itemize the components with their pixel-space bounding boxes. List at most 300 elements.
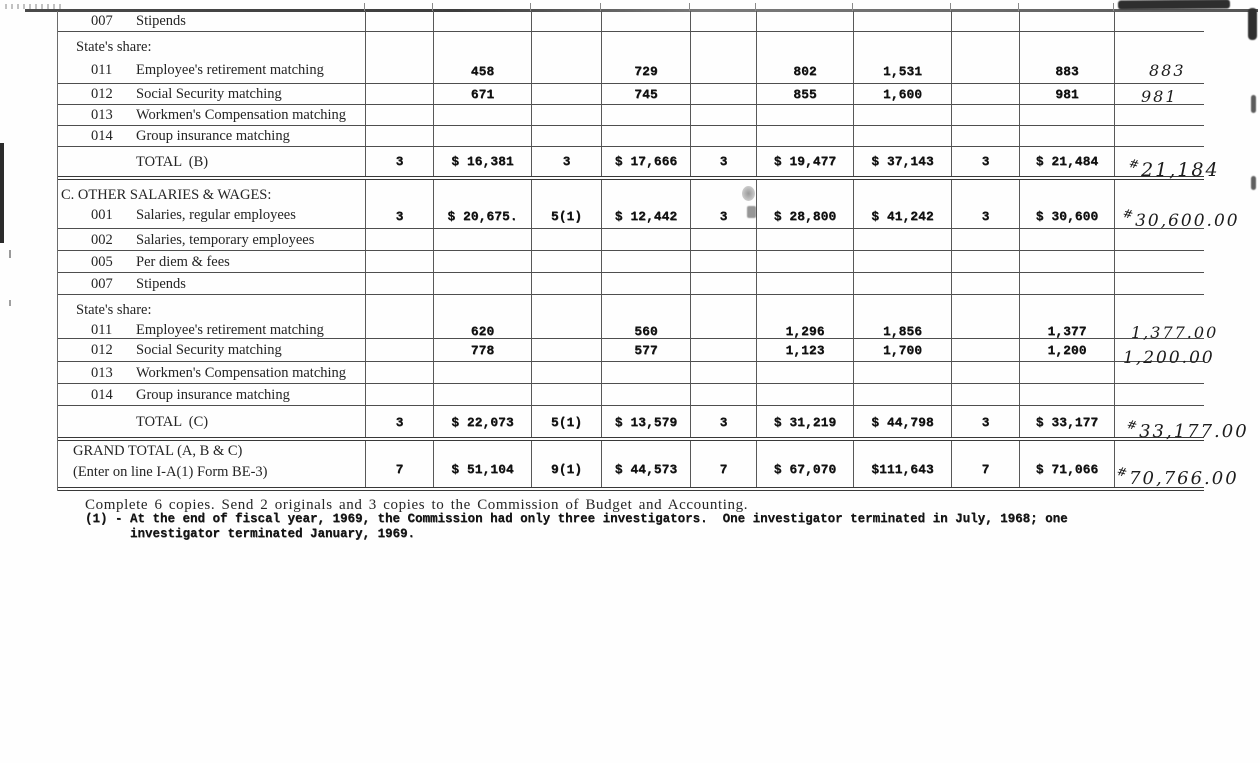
typed-value: 1,200 bbox=[1047, 342, 1087, 358]
label-text: Workmen's Compensation matching bbox=[136, 107, 347, 123]
scan-artifact-right-edge-mark-1 bbox=[1251, 95, 1256, 113]
cell-amount-fy1 bbox=[433, 406, 531, 437]
cell-handwritten bbox=[1114, 229, 1204, 250]
cell-total bbox=[853, 84, 951, 104]
cell-amount-fy2 bbox=[601, 11, 690, 31]
cell-amount-fy3 bbox=[756, 406, 853, 437]
cell-amount-fy4 bbox=[1019, 11, 1114, 31]
cell-amount-fy1 bbox=[433, 229, 531, 250]
typed-value: 1,856 bbox=[882, 324, 922, 339]
typed-value: $ 31,219 bbox=[773, 415, 837, 430]
label-text: 007 bbox=[91, 13, 113, 29]
copies-instruction-line: Complete 6 copies. Send 2 originals and 3 copies to the Commission of Budget and Accounting. bbox=[85, 497, 749, 513]
cell-amount-fy2 bbox=[601, 84, 690, 104]
cell-positions-fy1 bbox=[365, 273, 433, 294]
cell-amount-fy3 bbox=[756, 295, 853, 343]
cell-handwritten bbox=[1114, 147, 1220, 181]
cell-positions-fy2 bbox=[531, 32, 601, 83]
scan-artifact-right-edge-blob bbox=[1248, 8, 1257, 40]
typed-value: 883 bbox=[1055, 64, 1079, 79]
footnote-line-2: investigator terminated January, 1969. bbox=[85, 526, 416, 541]
table-row bbox=[58, 84, 1204, 105]
typed-value: $ 30,600 bbox=[1035, 209, 1099, 224]
cell-positions-fy4 bbox=[951, 441, 1019, 487]
column-tick bbox=[432, 3, 433, 11]
cell-positions-fy2 bbox=[531, 84, 601, 104]
cell-amount-fy2 bbox=[601, 105, 690, 125]
cell-positions-fy1 bbox=[365, 406, 433, 437]
cell-amount-fy2 bbox=[601, 180, 690, 228]
cell-positions-fy2 bbox=[531, 441, 601, 487]
typed-value: $ 21,484 bbox=[1035, 154, 1099, 169]
cell-positions-fy4 bbox=[951, 339, 1019, 361]
table-row bbox=[58, 406, 1249, 442]
scan-speckle-2 bbox=[9, 300, 11, 306]
cell-amount-fy3 bbox=[756, 362, 853, 383]
typed-value: 3 bbox=[719, 209, 728, 224]
cell-positions-fy1 bbox=[365, 362, 433, 383]
cell-total bbox=[853, 295, 951, 343]
cell-description bbox=[58, 339, 365, 361]
cell-positions-fy4 bbox=[951, 295, 1019, 343]
typed-value: $ 13,579 bbox=[614, 415, 678, 430]
label-text: 014 bbox=[91, 386, 113, 403]
typed-value: $ 19,477 bbox=[773, 154, 837, 169]
cell-handwritten bbox=[1114, 295, 1219, 343]
typed-value: 5 bbox=[550, 209, 559, 224]
table-row bbox=[58, 273, 1204, 295]
handwritten-amount: 1,377.00 bbox=[1131, 323, 1219, 342]
typed-value: 1,296 bbox=[785, 324, 825, 339]
cell-positions-fy3 bbox=[690, 251, 756, 272]
cell-positions-fy2 bbox=[531, 406, 601, 437]
scan-artifact-top-right-smudge bbox=[1118, 0, 1230, 9]
cell-amount-fy4 bbox=[1019, 273, 1114, 294]
cell-handwritten bbox=[1114, 441, 1239, 489]
cell-amount-fy1 bbox=[433, 339, 531, 361]
cell-positions-fy3 bbox=[690, 11, 756, 31]
table-row bbox=[58, 229, 1204, 251]
typed-value: 1,531 bbox=[882, 64, 922, 79]
label-text: 005 bbox=[91, 253, 113, 270]
cell-positions-fy2 bbox=[531, 105, 601, 125]
cell-total bbox=[853, 339, 951, 361]
label-text: Employee's retirement matching bbox=[136, 322, 324, 338]
label-text: 001 bbox=[91, 207, 113, 223]
typed-value: $ 12,442 bbox=[614, 209, 678, 224]
handwritten-entry bbox=[1121, 205, 1240, 231]
cell-total bbox=[853, 384, 951, 405]
handwritten-amount: 883 bbox=[1149, 61, 1186, 80]
handwritten-entry bbox=[1149, 61, 1186, 80]
cell-amount-fy2 bbox=[601, 295, 690, 343]
handwritten-hash-mark: # bbox=[1115, 463, 1129, 481]
typed-value: 3 bbox=[981, 415, 990, 430]
cell-positions-fy4 bbox=[951, 126, 1019, 146]
label-text: Stipends bbox=[136, 13, 186, 29]
handwritten-entry bbox=[1141, 87, 1178, 106]
label-text: 012 bbox=[91, 86, 113, 102]
scan-artifact-left-edge-bar bbox=[0, 143, 4, 243]
cell-positions-fy3 bbox=[690, 273, 756, 294]
label-text: 007 bbox=[91, 275, 113, 292]
table-row bbox=[58, 251, 1204, 273]
cell-description bbox=[58, 362, 365, 383]
table-row bbox=[58, 384, 1204, 406]
table-row bbox=[58, 147, 1220, 181]
column-tick bbox=[950, 3, 951, 11]
table-row bbox=[58, 339, 1215, 368]
label-text: Social Security matching bbox=[136, 86, 282, 102]
typed-value: 7 bbox=[981, 462, 990, 477]
cell-amount-fy4 bbox=[1019, 180, 1114, 228]
cell-positions-fy2 bbox=[531, 126, 601, 146]
cell-positions-fy3 bbox=[690, 362, 756, 383]
typed-value: 3 bbox=[981, 209, 990, 224]
label-text: C. OTHER SALARIES & WAGES: bbox=[61, 187, 272, 203]
typed-value: 1,123 bbox=[785, 342, 825, 358]
label-text: Employee's retirement matching bbox=[136, 62, 324, 78]
cell-amount-fy4 bbox=[1019, 126, 1114, 146]
cell-amount-fy4 bbox=[1019, 251, 1114, 272]
typed-value: $ 37,143 bbox=[871, 154, 934, 169]
typed-value: 7 bbox=[395, 462, 404, 477]
cell-amount-fy1 bbox=[433, 32, 531, 83]
cell-description bbox=[58, 147, 365, 176]
label-text: Group insurance matching bbox=[136, 386, 290, 403]
cell-positions-fy3 bbox=[690, 339, 756, 361]
label-text: 013 bbox=[91, 364, 113, 381]
cell-positions-fy1 bbox=[365, 384, 433, 405]
typed-value: $ 44,798 bbox=[871, 415, 934, 430]
cell-positions-fy1 bbox=[365, 180, 433, 228]
typed-value: $ 16,381 bbox=[451, 154, 514, 169]
column-tick bbox=[852, 3, 853, 11]
typed-value: 745 bbox=[634, 86, 658, 102]
typed-value: $ 33,177 bbox=[1035, 415, 1099, 430]
table-row bbox=[58, 362, 1204, 384]
cell-positions-fy1 bbox=[365, 339, 433, 361]
cell-amount-fy2 bbox=[601, 406, 690, 437]
cell-amount-fy1 bbox=[433, 11, 531, 31]
cell-description bbox=[58, 441, 365, 487]
cell-amount-fy3 bbox=[756, 273, 853, 294]
handwritten-hash-mark: # bbox=[1127, 155, 1141, 173]
cell-amount-fy3 bbox=[756, 126, 853, 146]
cell-positions-fy3 bbox=[690, 384, 756, 405]
label-text: 002 bbox=[91, 231, 113, 248]
typed-value: 3 bbox=[562, 154, 571, 169]
typed-value: 802 bbox=[793, 64, 817, 79]
table-row bbox=[58, 32, 1204, 84]
table-row bbox=[58, 441, 1239, 491]
handwritten-amount: 21,184 bbox=[1141, 159, 1220, 181]
cell-description bbox=[58, 273, 365, 294]
label-text: 013 bbox=[91, 107, 113, 123]
cell-amount-fy4 bbox=[1019, 147, 1114, 176]
column-tick bbox=[689, 3, 690, 11]
label-text: (Enter on line I-A(1) Form BE-3) bbox=[73, 464, 268, 480]
cell-positions-fy4 bbox=[951, 406, 1019, 437]
handwritten-hash-mark: # bbox=[1125, 416, 1139, 434]
typed-value: $ 22,073 bbox=[451, 415, 514, 430]
cell-positions-fy4 bbox=[951, 11, 1019, 31]
handwritten-amount: 1,200.00 bbox=[1123, 348, 1215, 368]
typed-value: 3 bbox=[395, 415, 404, 430]
cell-positions-fy3 bbox=[690, 105, 756, 125]
cell-handwritten bbox=[1114, 32, 1204, 83]
cell-total bbox=[853, 362, 951, 383]
cell-positions-fy4 bbox=[951, 384, 1019, 405]
cell-positions-fy4 bbox=[951, 229, 1019, 250]
cell-handwritten bbox=[1114, 105, 1204, 125]
cell-description bbox=[58, 229, 365, 250]
cell-positions-fy4 bbox=[951, 32, 1019, 83]
cell-amount-fy4 bbox=[1019, 32, 1114, 83]
cell-amount-fy4 bbox=[1019, 384, 1114, 405]
cell-positions-fy3 bbox=[690, 180, 756, 228]
column-tick bbox=[1113, 3, 1114, 11]
cell-amount-fy3 bbox=[756, 441, 853, 487]
handwritten-entry bbox=[1131, 323, 1218, 342]
typed-value: 9 bbox=[550, 462, 559, 477]
typed-value: 671 bbox=[470, 86, 495, 102]
cell-total bbox=[853, 105, 951, 125]
cell-amount-fy1 bbox=[433, 105, 531, 125]
cell-positions-fy1 bbox=[365, 441, 433, 487]
handwritten-entry bbox=[1123, 348, 1215, 368]
footnote-ref-superscript: (1) bbox=[558, 209, 583, 224]
cell-amount-fy3 bbox=[756, 339, 853, 361]
cell-positions-fy2 bbox=[531, 362, 601, 383]
cell-handwritten bbox=[1114, 273, 1204, 294]
cell-total bbox=[853, 441, 951, 487]
typed-value: 7 bbox=[719, 462, 728, 477]
handwritten-entry bbox=[1115, 463, 1239, 489]
cell-positions-fy4 bbox=[951, 105, 1019, 125]
label-text: Social Security matching bbox=[136, 342, 282, 358]
cell-amount-fy1 bbox=[433, 295, 531, 343]
typed-value: $ 20,675. bbox=[447, 209, 518, 224]
cell-amount-fy1 bbox=[433, 147, 531, 176]
cell-positions-fy1 bbox=[365, 229, 433, 250]
cell-amount-fy3 bbox=[756, 105, 853, 125]
label-text: State's share: bbox=[76, 39, 152, 55]
cell-positions-fy3 bbox=[690, 229, 756, 250]
cell-amount-fy1 bbox=[433, 251, 531, 272]
cell-description bbox=[58, 126, 365, 146]
cell-positions-fy2 bbox=[531, 384, 601, 405]
typed-value: 1,700 bbox=[882, 342, 922, 358]
typed-value: 981 bbox=[1055, 86, 1079, 102]
cell-amount-fy1 bbox=[433, 84, 531, 104]
cell-total bbox=[853, 32, 951, 83]
handwritten-amount: 70,766.00 bbox=[1129, 468, 1239, 489]
label-text: 014 bbox=[91, 128, 113, 144]
column-tick bbox=[1018, 3, 1019, 11]
cell-amount-fy1 bbox=[433, 441, 531, 487]
cell-positions-fy1 bbox=[365, 295, 433, 343]
typed-value: $ 28,800 bbox=[773, 209, 837, 224]
cell-amount-fy2 bbox=[601, 147, 690, 176]
typed-value: 855 bbox=[793, 86, 817, 102]
cell-description bbox=[58, 384, 365, 405]
cell-amount-fy4 bbox=[1019, 105, 1114, 125]
cell-positions-fy1 bbox=[365, 84, 433, 104]
label-text: Stipends bbox=[136, 275, 186, 292]
cell-positions-fy3 bbox=[690, 126, 756, 146]
cell-amount-fy1 bbox=[433, 384, 531, 405]
scan-speckle-1 bbox=[9, 250, 11, 258]
cell-positions-fy3 bbox=[690, 441, 756, 487]
cell-amount-fy2 bbox=[601, 32, 690, 83]
cell-positions-fy3 bbox=[690, 32, 756, 83]
cell-positions-fy1 bbox=[365, 126, 433, 146]
cell-positions-fy1 bbox=[365, 251, 433, 272]
cell-positions-fy4 bbox=[951, 180, 1019, 228]
label-text: 012 bbox=[91, 342, 113, 358]
cell-positions-fy3 bbox=[690, 147, 756, 176]
cell-positions-fy4 bbox=[951, 362, 1019, 383]
cell-total bbox=[853, 406, 951, 437]
typed-value: 729 bbox=[634, 64, 658, 79]
cell-positions-fy2 bbox=[531, 273, 601, 294]
typed-value: $ 41,242 bbox=[871, 209, 934, 224]
table-row bbox=[58, 180, 1240, 231]
handwritten-hash-mark: # bbox=[1121, 205, 1135, 223]
cell-description bbox=[58, 180, 365, 228]
cell-handwritten bbox=[1114, 406, 1249, 442]
cell-amount-fy3 bbox=[756, 84, 853, 104]
handwritten-amount: 33,177.00 bbox=[1139, 421, 1249, 442]
cell-positions-fy4 bbox=[951, 273, 1019, 294]
cell-amount-fy3 bbox=[756, 251, 853, 272]
table-row bbox=[58, 126, 1204, 147]
cell-positions-fy4 bbox=[951, 251, 1019, 272]
cell-positions-fy1 bbox=[365, 32, 433, 83]
footnote-ref-superscript: (1) bbox=[558, 462, 583, 477]
cell-description bbox=[58, 11, 365, 31]
label-text: Workmen's Compensation matching bbox=[136, 364, 347, 381]
label-text: 011 bbox=[91, 322, 113, 338]
cell-handwritten bbox=[1114, 180, 1240, 231]
cell-total bbox=[853, 251, 951, 272]
cell-amount-fy2 bbox=[601, 251, 690, 272]
cell-positions-fy2 bbox=[531, 295, 601, 343]
handwritten-entry bbox=[1127, 155, 1220, 181]
column-tick bbox=[530, 3, 531, 11]
typed-value: $ 67,070 bbox=[773, 462, 837, 477]
column-tick bbox=[364, 3, 365, 11]
cell-amount-fy4 bbox=[1019, 84, 1114, 104]
typed-value: 3 bbox=[719, 415, 728, 430]
cell-description bbox=[58, 251, 365, 272]
cell-amount-fy3 bbox=[756, 384, 853, 405]
cell-amount-fy2 bbox=[601, 229, 690, 250]
cell-total bbox=[853, 273, 951, 294]
cell-amount-fy1 bbox=[433, 180, 531, 228]
cell-amount-fy1 bbox=[433, 273, 531, 294]
typed-value: 1,600 bbox=[882, 86, 922, 102]
cell-amount-fy3 bbox=[756, 11, 853, 31]
typed-value: 577 bbox=[634, 342, 658, 358]
label-text: TOTAL (C) bbox=[136, 413, 209, 430]
cell-positions-fy2 bbox=[531, 339, 601, 361]
cell-amount-fy3 bbox=[756, 32, 853, 83]
cell-positions-fy3 bbox=[690, 406, 756, 437]
handwritten-entry bbox=[1125, 416, 1249, 442]
label-text: GRAND TOTAL (A, B & C) bbox=[73, 443, 243, 459]
cell-positions-fy2 bbox=[531, 251, 601, 272]
budget-table bbox=[57, 11, 1249, 491]
cell-amount-fy2 bbox=[601, 273, 690, 294]
typed-value: 3 bbox=[395, 209, 404, 224]
cell-total bbox=[853, 11, 951, 31]
cell-amount-fy4 bbox=[1019, 295, 1114, 343]
table-row bbox=[58, 295, 1219, 342]
cell-amount-fy3 bbox=[756, 147, 853, 176]
cell-handwritten bbox=[1114, 126, 1204, 146]
scan-artifact-right-edge-mark-2 bbox=[1251, 176, 1256, 190]
cell-positions-fy3 bbox=[690, 84, 756, 104]
cell-handwritten bbox=[1114, 251, 1204, 272]
cell-positions-fy1 bbox=[365, 105, 433, 125]
typed-value: 620 bbox=[470, 324, 495, 339]
label-text: TOTAL (B) bbox=[136, 153, 209, 170]
cell-amount-fy4 bbox=[1019, 362, 1114, 383]
footnote-ref-superscript: (1) bbox=[558, 415, 583, 430]
cell-amount-fy4 bbox=[1019, 229, 1114, 250]
typed-value: 1,377 bbox=[1047, 324, 1087, 339]
cell-total bbox=[853, 147, 951, 176]
label-text: Group insurance matching bbox=[136, 128, 290, 144]
typed-value: $ 44,573 bbox=[614, 462, 678, 477]
label-text: Per diem & fees bbox=[136, 253, 230, 270]
scan-artifact-top-left-speckle bbox=[5, 4, 65, 9]
table-row bbox=[58, 11, 1204, 32]
typed-footnote bbox=[85, 512, 1068, 541]
typed-value: 3 bbox=[719, 154, 728, 169]
handwritten-amount: 30,600.00 bbox=[1135, 211, 1240, 231]
cell-positions-fy1 bbox=[365, 147, 433, 176]
cell-handwritten bbox=[1114, 84, 1204, 104]
typed-value: $111,643 bbox=[871, 462, 934, 477]
cell-positions-fy4 bbox=[951, 147, 1019, 176]
cell-total bbox=[853, 180, 951, 228]
cell-amount-fy3 bbox=[756, 229, 853, 250]
cell-amount-fy4 bbox=[1019, 339, 1114, 361]
typed-value: 778 bbox=[470, 342, 495, 358]
typed-value: 5 bbox=[550, 415, 559, 430]
cell-amount-fy4 bbox=[1019, 406, 1114, 437]
table-row bbox=[58, 105, 1204, 126]
cell-amount-fy4 bbox=[1019, 441, 1114, 487]
cell-amount-fy1 bbox=[433, 362, 531, 383]
handwritten-amount: 981 bbox=[1141, 86, 1178, 106]
cell-description bbox=[58, 105, 365, 125]
cell-amount-fy2 bbox=[601, 362, 690, 383]
label-text: State's share: bbox=[76, 302, 152, 318]
typed-value: 458 bbox=[470, 64, 495, 79]
cell-description bbox=[58, 32, 365, 83]
cell-handwritten bbox=[1114, 384, 1204, 405]
cell-positions-fy2 bbox=[531, 11, 601, 31]
cell-positions-fy2 bbox=[531, 147, 601, 176]
cell-amount-fy2 bbox=[601, 384, 690, 405]
typed-value: $ 71,066 bbox=[1035, 462, 1099, 477]
typed-value: 560 bbox=[634, 324, 658, 339]
cell-positions-fy3 bbox=[690, 295, 756, 343]
